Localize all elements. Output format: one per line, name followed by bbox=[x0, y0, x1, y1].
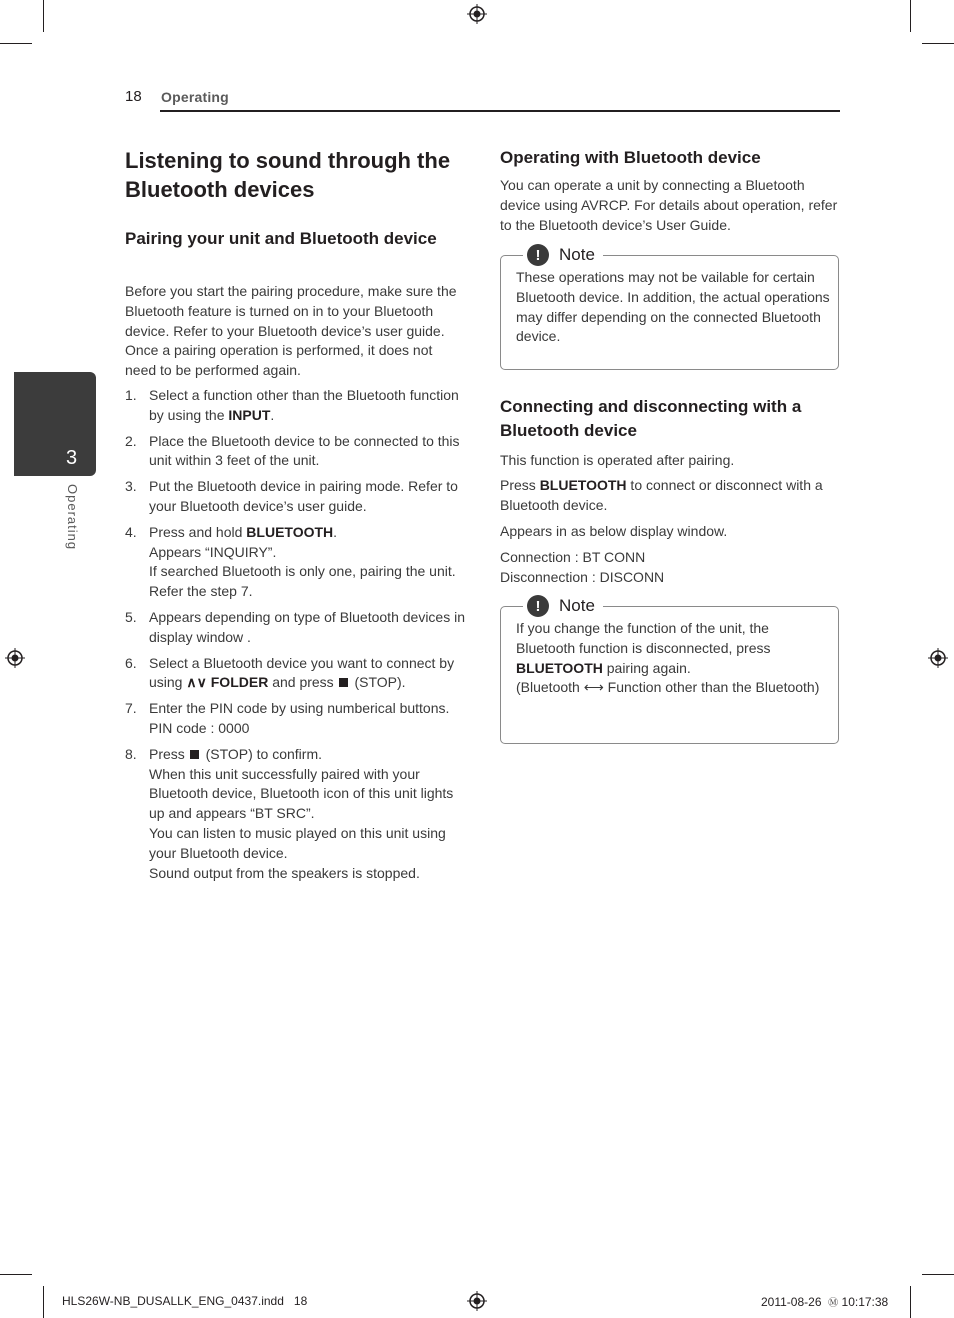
crop-mark bbox=[910, 0, 911, 32]
double-arrow-icon: ⟷ bbox=[583, 679, 604, 696]
crop-mark bbox=[922, 1274, 954, 1275]
chapter-number: 3 bbox=[66, 447, 78, 469]
crop-mark bbox=[0, 43, 32, 44]
footer-filename: HLS26W-NB_DUSALLK_ENG_0437.indd 18 bbox=[62, 1294, 308, 1308]
connecting-paragraph-2: Press BLUETOOTH to connect or disconnect with a Bluetooth device. bbox=[500, 477, 823, 513]
page-title: Listening to sound through the Bluetooth devices bbox=[125, 148, 451, 202]
section-title-pairing: Pairing your unit and Bluetooth device bbox=[125, 229, 437, 248]
connection-status-text: Connection : BT CONN Disconnection : DISCONN bbox=[500, 549, 665, 585]
list-item: 1. Select a function other than the Bluetooth function by using the INPUT. bbox=[125, 387, 459, 423]
up-down-arrow-icon: ∧∨ bbox=[186, 674, 207, 691]
stop-icon bbox=[339, 678, 348, 687]
registration-mark-icon bbox=[928, 648, 948, 668]
section-title-connecting: Connecting and disconnecting with a Bluetooth device bbox=[500, 397, 802, 440]
crop-mark bbox=[910, 1286, 911, 1318]
note-label: Note bbox=[559, 596, 595, 615]
header-section: Operating bbox=[161, 89, 229, 105]
crop-mark bbox=[43, 1286, 44, 1318]
connecting-paragraph-3: Appears in as below display window. bbox=[500, 523, 728, 539]
note-header bbox=[523, 242, 603, 268]
registration-mark-icon bbox=[467, 4, 487, 24]
note-label: Note bbox=[559, 245, 595, 264]
registration-mark-icon bbox=[467, 1291, 487, 1311]
list-item: 7. Enter the PIN code by using numberical buttons. PIN code : 0000 bbox=[125, 700, 450, 736]
note-text: These operations may not be vailable for certain Bluetooth device. In addition, the actual operations may differ depending on the connected Bluetooth device. bbox=[516, 269, 830, 345]
pairing-steps bbox=[125, 386, 470, 889]
exclamation-icon: ! bbox=[527, 595, 549, 617]
list-item: 6. Select a Bluetooth device you want to connect by using ∧∨ FOLDER and press (STOP). bbox=[125, 654, 455, 691]
note-header bbox=[523, 593, 603, 619]
note-box bbox=[500, 596, 839, 744]
operating-paragraph: You can operate a unit by connecting a Bluetooth device using AVRCP. For details about operation, refer to the Bluetooth device’s User Guide. bbox=[500, 177, 838, 233]
list-item: 2. Place the Bluetooth device to be connected to this unit within 3 feet of the unit. bbox=[125, 432, 460, 469]
note-box bbox=[500, 245, 839, 370]
registration-mark-icon bbox=[5, 648, 25, 668]
page-number: 18 bbox=[125, 88, 142, 105]
list-item: 4. Press and hold BLUETOOTH. Appears “INQUIRY”. If searched Bluetooth is only one, pairing the unit. Refer the step 7. bbox=[125, 523, 456, 600]
list-item: 8. Press (STOP) to confirm. When this unit successfully paired with your Bluetooth device, Bluetooth icon of this unit lights up and appears “BT SRC”. You can listen to music played on this unit using your Bluetooth device. Sound output from the speakers is stopped. bbox=[125, 745, 454, 881]
chapter-tab bbox=[14, 372, 96, 476]
list-item: 5. Appears depending on type of Bluetooth devices in display window . bbox=[125, 608, 466, 645]
footer-timestamp: 2011-08-26 Ⓜ 10:17:38 bbox=[761, 1295, 889, 1309]
crop-mark bbox=[922, 43, 954, 44]
crop-mark bbox=[0, 1274, 32, 1275]
header-rule bbox=[160, 110, 840, 112]
connecting-paragraph-1: This function is operated after pairing. bbox=[500, 452, 735, 468]
exclamation-icon: ! bbox=[527, 244, 549, 266]
section-title-operating: Operating with Bluetooth device bbox=[500, 148, 761, 167]
crop-mark bbox=[43, 0, 44, 32]
chapter-label: Operating bbox=[65, 484, 80, 551]
list-item: 3. Put the Bluetooth device in pairing mode. Refer to your Bluetooth device’s user guide. bbox=[125, 478, 458, 514]
intro-paragraph: Before you start the pairing procedure, make sure the Bluetooth feature is turned on in to your Bluetooth device. Refer to your Bluetooth device’s user guide. Once a pairing operation is performed, it does not need to be performed again. bbox=[125, 283, 457, 379]
note-text: If you change the function of the unit, the Bluetooth function is disconnected, press BLUETOOTH pairing again. (Bluetooth ⟷ Function other than the Bluetooth) bbox=[516, 620, 820, 696]
stop-icon bbox=[190, 750, 199, 759]
